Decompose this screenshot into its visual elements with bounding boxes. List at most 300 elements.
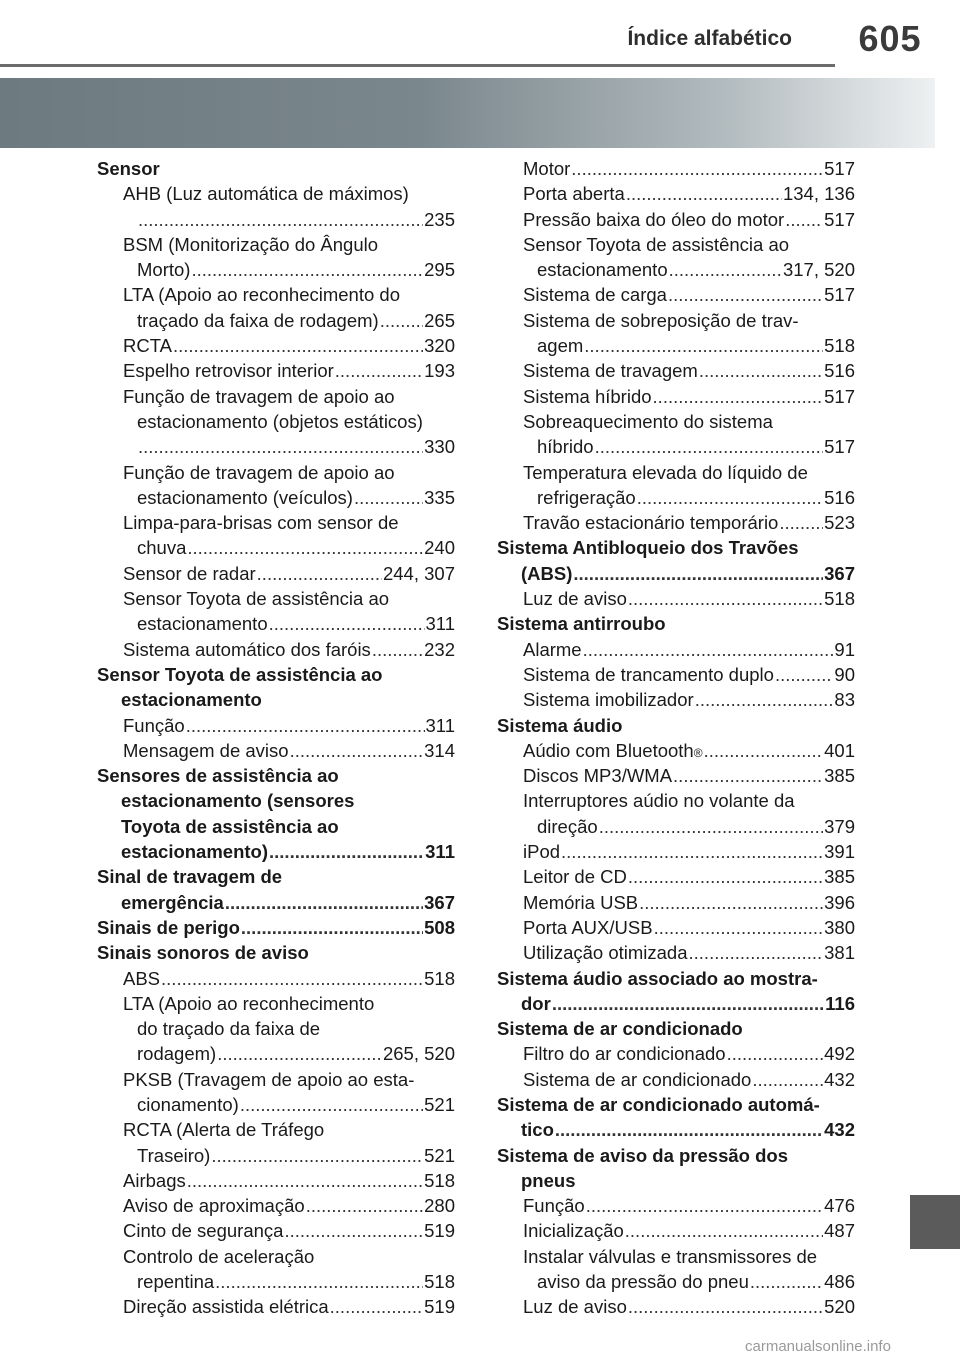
- entry-text: (ABS): [521, 562, 573, 584]
- leader-dots: [775, 662, 833, 687]
- index-entry-main: [497, 1117, 855, 1142]
- index-entry-sub: [97, 1092, 455, 1117]
- index-entry-sub: [497, 485, 855, 510]
- index-entry-main: [97, 156, 455, 181]
- entry-text: Sistema Antibloqueio dos Travões: [497, 537, 799, 559]
- entry-text: Sistema de carga: [523, 284, 667, 306]
- leader-dots: [380, 308, 423, 333]
- leader-dots: [653, 384, 824, 409]
- index-entry-main: [497, 1016, 855, 1041]
- leader-dots: [599, 814, 823, 839]
- watermark: carmanualsonline.info: [745, 1338, 891, 1355]
- leader-dots: [626, 181, 782, 206]
- entry-text: Sensores de assistência ao: [97, 765, 339, 787]
- page-reference: 432: [824, 1068, 855, 1090]
- page-reference: 487: [824, 1220, 855, 1242]
- entry-text: Aviso de aproximação: [123, 1195, 305, 1217]
- index-entry-sub: [497, 1294, 855, 1319]
- entry-text: Utilização otimizada: [523, 942, 688, 964]
- page-reference: 517: [824, 436, 855, 458]
- index-entry-main: [497, 1143, 855, 1168]
- page-reference: 311: [425, 714, 455, 736]
- index-entry-sub: [497, 1269, 855, 1294]
- page-reference: 486: [824, 1271, 855, 1293]
- entry-text: ABS: [123, 967, 161, 989]
- leader-dots: [555, 1117, 823, 1142]
- entry-text: Função de travagem de apoio ao: [123, 461, 395, 483]
- index-entry-sub: [497, 384, 855, 409]
- leader-dots: [669, 257, 782, 282]
- header-banner: [0, 78, 935, 148]
- index-entry-sub: [497, 409, 855, 434]
- index-entry-sub: [97, 586, 455, 611]
- index-entry-sub: [497, 839, 855, 864]
- page-reference: 280: [424, 1195, 455, 1217]
- leader-dots: [138, 434, 423, 459]
- page-reference: 240: [424, 537, 455, 559]
- leader-dots: [695, 687, 834, 712]
- page-reference: 517: [824, 208, 855, 230]
- leader-dots: [628, 1294, 823, 1319]
- index-entry-sub: [497, 460, 855, 485]
- leader-dots: [727, 1041, 824, 1066]
- index-entry-sub: [97, 1244, 455, 1269]
- page-reference: 311: [425, 613, 455, 635]
- index-entry-sub: [97, 738, 455, 763]
- index-entry-sub: [497, 687, 855, 712]
- page-reference: 381: [824, 942, 855, 964]
- index-entry-sub: [97, 1117, 455, 1142]
- index-entry-sub: [497, 232, 855, 257]
- leader-dots: [639, 890, 823, 915]
- entry-text: Leitor de CD: [523, 866, 627, 888]
- index-entry-sub: [97, 460, 455, 485]
- index-entry-main: [497, 966, 855, 991]
- entry-text: estacionamento (sensores: [121, 790, 355, 812]
- index-entry-sub: [497, 1218, 855, 1243]
- entry-text: Morto): [137, 259, 191, 281]
- index-entry-sub: [497, 1244, 855, 1269]
- entry-text: Instalar válvulas e transmissores de: [523, 1245, 818, 1267]
- page-reference: 265, 520: [382, 1043, 455, 1065]
- entry-text: Aúdio com Bluetooth: [523, 739, 694, 761]
- page-reference: 517: [824, 284, 855, 306]
- leader-dots: [779, 510, 823, 535]
- leader-dots: [290, 738, 424, 763]
- index-entry-sub: [97, 358, 455, 383]
- index-entry-sub: [97, 1218, 455, 1243]
- index-entry-main: [497, 1092, 855, 1117]
- index-entry-sub: [97, 282, 455, 307]
- leader-dots: [785, 207, 823, 232]
- index-entry-sub: [97, 409, 455, 434]
- leader-dots: [584, 333, 823, 358]
- entry-text: RCTA (Alerta de Tráfego: [123, 1119, 325, 1141]
- entry-text: Sensor Toyota de assistência ao: [523, 233, 790, 255]
- index-entry-sub: [97, 991, 455, 1016]
- leader-dots: [225, 890, 423, 915]
- leader-dots: [752, 1067, 823, 1092]
- entry-text: Sistema de aviso da pressão dos: [497, 1144, 788, 1166]
- index-entry-sub: [97, 434, 455, 459]
- index-entry-main: [497, 535, 855, 560]
- index-entry-sub: [97, 637, 455, 662]
- section-title: Índice alfabético: [627, 27, 792, 50]
- leader-dots: [161, 966, 423, 991]
- page-reference: 517: [824, 158, 855, 179]
- page-reference: 90: [834, 663, 855, 685]
- entry-text: Luz de aviso: [523, 1296, 627, 1318]
- index-entry-sub: [97, 485, 455, 510]
- page-reference: 235: [424, 208, 455, 230]
- leader-dots: [595, 434, 824, 459]
- page-reference: 317, 520: [782, 259, 855, 281]
- entry-text: Sistema de ar condicionado automá-: [497, 1093, 820, 1115]
- page-reference: 492: [824, 1043, 855, 1065]
- entry-text: Toyota de assistência ao: [121, 815, 339, 837]
- page-reference: 518: [424, 967, 455, 989]
- entry-text: Luz de aviso: [523, 588, 627, 610]
- entry-text: Sistema híbrido: [523, 385, 652, 407]
- page-reference: 518: [424, 1271, 455, 1293]
- index-entry-sub: [497, 890, 855, 915]
- entry-text: repentina: [137, 1271, 215, 1293]
- entry-text: Sensor Toyota de assistência ao: [97, 663, 383, 685]
- entry-text: Temperatura elevada do líquido de: [523, 461, 808, 483]
- leader-dots: [187, 535, 423, 560]
- page-reference: 367: [824, 562, 855, 584]
- page-reference: 517: [824, 385, 855, 407]
- index-entry-main: [97, 940, 455, 965]
- entry-text: Sistema de travagem: [523, 360, 698, 382]
- index-entry-sub: [497, 1193, 855, 1218]
- entry-text: pneus: [521, 1169, 576, 1191]
- page-reference: 379: [824, 815, 855, 837]
- index-entry-main: [97, 687, 455, 712]
- page-reference: 518: [824, 335, 855, 357]
- index-entry-sub: [497, 156, 855, 181]
- leader-dots: [306, 1193, 423, 1218]
- header-divider: [0, 64, 835, 67]
- page-reference: 335: [424, 486, 455, 508]
- entry-text: Porta aberta: [523, 183, 625, 205]
- page-reference: 385: [824, 866, 855, 888]
- leader-dots: [217, 1041, 382, 1066]
- page-reference: 391: [824, 841, 855, 863]
- index-entry-sub: [97, 713, 455, 738]
- entry-text: iPod: [523, 841, 561, 863]
- leader-dots: [191, 257, 423, 282]
- index-entry-sub: [497, 358, 855, 383]
- index-entry-sub: [497, 763, 855, 788]
- index-entry-sub: [497, 282, 855, 307]
- index-entry-sub: [97, 535, 455, 560]
- index-entry-sub: [97, 561, 455, 586]
- entry-text: estacionamento: [537, 259, 668, 281]
- index-column-left: [97, 156, 455, 1320]
- entry-text: Alarme: [523, 638, 582, 660]
- leader-dots: [330, 1294, 423, 1319]
- entry-text: Direção assistida elétrica: [123, 1296, 329, 1318]
- entry-text: Sobreaquecimento do sistema: [523, 410, 773, 432]
- index-entry-sub: [97, 1067, 455, 1092]
- entry-text: Travão estacionário temporário: [523, 512, 779, 534]
- index-entry-sub: [497, 788, 855, 813]
- index-entry-main: [97, 662, 455, 687]
- entry-text: AHB (Luz automática de máximos): [123, 183, 409, 205]
- page-reference: 134, 136: [782, 183, 855, 205]
- leader-dots: [750, 1269, 823, 1294]
- leader-dots: [571, 156, 823, 181]
- page-reference: 244, 307: [382, 562, 455, 584]
- page-reference: 367: [424, 891, 455, 913]
- index-entry-sub: [97, 1143, 455, 1168]
- entry-text: cionamento): [137, 1093, 239, 1115]
- leader-dots: [625, 1218, 823, 1243]
- entry-text: Controlo de aceleração: [123, 1245, 315, 1267]
- page-reference: 232: [424, 638, 455, 660]
- index-entry-main: [497, 561, 855, 586]
- entry-text: RCTA: [123, 335, 172, 357]
- entry-text: Memória USB: [523, 891, 639, 913]
- entry-text: direção: [537, 815, 598, 837]
- index-entry-sub: [497, 181, 855, 206]
- page-reference: 508: [424, 916, 455, 938]
- page-reference: 83: [834, 689, 855, 711]
- entry-text: estacionamento (veículos): [137, 486, 353, 508]
- entry-text: estacionamento): [121, 841, 269, 863]
- page-reference: 396: [824, 891, 855, 913]
- index-entry-main: [97, 839, 455, 864]
- page-reference: 116: [825, 992, 855, 1014]
- page-number: 605: [858, 18, 922, 59]
- entry-text: Sistema áudio: [497, 714, 623, 736]
- entry-text: traçado da faixa de rodagem): [137, 309, 379, 331]
- entry-text: Filtro do ar condicionado: [523, 1043, 726, 1065]
- leader-dots: [689, 940, 824, 965]
- leader-dots: [372, 637, 423, 662]
- leader-dots: [628, 864, 823, 889]
- leader-dots: [673, 763, 823, 788]
- leader-dots: [573, 561, 823, 586]
- entry-text: LTA (Apoio ao reconhecimento do: [123, 284, 400, 306]
- index-entry-main: [97, 788, 455, 813]
- entry-text: Sinais de perigo: [97, 916, 240, 938]
- index-entry-main: [97, 864, 455, 889]
- leader-dots: [704, 738, 824, 763]
- entry-text: Sistema áudio associado ao mostra-: [497, 967, 818, 989]
- page-reference: 520: [824, 1296, 855, 1318]
- leader-dots: [257, 561, 382, 586]
- entry-text: estacionamento: [137, 613, 268, 635]
- page-reference: 519: [424, 1296, 455, 1318]
- entry-text: agem: [537, 335, 584, 357]
- entry-text: tico: [521, 1119, 554, 1141]
- leader-dots: [668, 282, 823, 307]
- index-entry-sub: [97, 333, 455, 358]
- page-reference: 476: [824, 1195, 855, 1217]
- page-reference: 516: [824, 360, 855, 382]
- entry-text: Sistema de ar condicionado: [497, 1018, 743, 1040]
- index-entry-sub: [97, 1168, 455, 1193]
- page-reference: 311: [425, 841, 455, 863]
- index-entry-main: [97, 763, 455, 788]
- index-entry-main: [97, 915, 455, 940]
- index-entry-sub: [97, 1269, 455, 1294]
- leader-dots: [215, 1269, 423, 1294]
- leader-dots: [269, 839, 424, 864]
- entry-text: emergência: [121, 891, 224, 913]
- entry-text: Airbags: [123, 1169, 186, 1191]
- leader-dots: [637, 485, 823, 510]
- index-entry-sub: [97, 257, 455, 282]
- entry-text: Sistema de sobreposição de trav-: [523, 309, 799, 331]
- leader-dots: [173, 333, 423, 358]
- entry-text: Função: [523, 1195, 585, 1217]
- leader-dots: [654, 915, 824, 940]
- leader-dots: [699, 358, 823, 383]
- page-reference: 519: [424, 1220, 455, 1242]
- index-entry-sub: [497, 1067, 855, 1092]
- entry-text: Sistema de trancamento duplo: [523, 663, 774, 685]
- index-entry-main: [97, 890, 455, 915]
- leader-dots: [211, 1143, 423, 1168]
- entry-text: aviso da pressão do pneu: [537, 1271, 749, 1293]
- entry-text: Limpa-para-brisas com sensor de: [123, 512, 399, 534]
- leader-dots: [269, 611, 425, 636]
- index-entry-sub: [97, 966, 455, 991]
- leader-dots: [241, 915, 423, 940]
- index-entry-sub: Aúdio com Bluetooth ® ..... 401: [497, 738, 855, 763]
- page-reference: 193: [424, 360, 455, 382]
- entry-text: Sistema imobilizador: [523, 689, 694, 711]
- entry-text: Mensagem de aviso: [123, 739, 289, 761]
- index-entry-sub: [497, 586, 855, 611]
- entry-text: Cinto de segurança: [123, 1220, 284, 1242]
- page-reference: 380: [824, 916, 855, 938]
- leader-dots: [284, 1218, 423, 1243]
- page-reference: 518: [824, 588, 855, 610]
- leader-dots: [628, 586, 823, 611]
- entry-text: Sinais sonoros de aviso: [97, 942, 309, 964]
- entry-text: Sensor: [97, 158, 160, 179]
- entry-text: rodagem): [137, 1043, 217, 1065]
- entry-text: Pressão baixa do óleo do motor: [523, 208, 785, 230]
- entry-text: Interruptores aúdio no volante da: [523, 790, 795, 812]
- index-entry-sub: [497, 915, 855, 940]
- entry-text: Discos MP3/WMA: [523, 765, 673, 787]
- entry-text: Traseiro): [137, 1144, 211, 1166]
- index-entry-sub: [97, 308, 455, 333]
- index-entry-sub: [97, 232, 455, 257]
- leader-dots: [187, 1168, 423, 1193]
- entry-text: Inicialização: [523, 1220, 624, 1242]
- leader-dots: [354, 485, 423, 510]
- index-entry-sub: [97, 1294, 455, 1319]
- entry-text: LTA (Apoio ao reconhecimento: [123, 992, 375, 1014]
- leader-dots: [240, 1092, 423, 1117]
- entry-text: PKSB (Travagem de apoio ao esta-: [123, 1068, 415, 1090]
- index-entry-sub: [97, 207, 455, 232]
- entry-text: híbrido: [537, 436, 594, 458]
- page-reference: 521: [424, 1144, 455, 1166]
- index-entry-main: [497, 611, 855, 636]
- entry-text: Sistema automático dos faróis: [123, 638, 371, 660]
- index-entry-sub: [97, 1193, 455, 1218]
- index-entry-sub: [497, 510, 855, 535]
- index-entry-sub: [497, 864, 855, 889]
- index-entry-sub: [97, 1016, 455, 1041]
- index-entry-sub: [497, 434, 855, 459]
- index-entry-sub: [497, 940, 855, 965]
- index-entry-sub: [97, 181, 455, 206]
- entry-text: estacionamento (objetos estáticos): [137, 410, 423, 432]
- entry-text: Sensor Toyota de assistência ao: [123, 588, 390, 610]
- page-reference: 91: [834, 638, 855, 660]
- page-reference: 330: [424, 436, 455, 458]
- entry-text: Espelho retrovisor interior: [123, 360, 334, 382]
- leader-dots: [561, 839, 823, 864]
- leader-dots: [138, 207, 423, 232]
- page-reference: 295: [424, 259, 455, 281]
- leader-dots: [335, 358, 423, 383]
- index-entry-sub: [97, 1041, 455, 1066]
- index-entry-sub: [497, 308, 855, 333]
- index-entry-main: [97, 814, 455, 839]
- index-entry-sub: [97, 611, 455, 636]
- index-entry-sub: [497, 637, 855, 662]
- page-reference: 385: [824, 765, 855, 787]
- entry-text: refrigeração: [537, 486, 636, 508]
- page-reference: 516: [824, 486, 855, 508]
- entry-text: Sistema de ar condicionado: [523, 1068, 752, 1090]
- chapter-side-tab: [910, 1195, 960, 1249]
- entry-text: Sistema antirroubo: [497, 613, 666, 635]
- page-reference: 432: [824, 1119, 855, 1141]
- page-reference: 401: [824, 739, 855, 761]
- index-column-right: [497, 156, 855, 1320]
- page-reference: 518: [424, 1169, 455, 1191]
- entry-text: dor: [521, 992, 551, 1014]
- entry-text: Função: [123, 714, 185, 736]
- leader-dots: [583, 637, 834, 662]
- index-entry-sub: [497, 814, 855, 839]
- entry-text: chuva: [137, 537, 187, 559]
- page-reference: 320: [424, 335, 455, 357]
- page-reference: 521: [424, 1093, 455, 1115]
- entry-text: Motor: [523, 158, 571, 179]
- index-entry-sub: [497, 207, 855, 232]
- index-entry-main: [497, 991, 855, 1016]
- leader-dots: [552, 991, 824, 1016]
- page-reference: 265: [424, 309, 455, 331]
- index-entry-main: [497, 713, 855, 738]
- page-reference: 314: [424, 739, 455, 761]
- leader-dots: [586, 1193, 823, 1218]
- entry-text: Porta AUX/USB: [523, 916, 653, 938]
- index-entry-sub: [497, 333, 855, 358]
- index-entry-sub: [97, 384, 455, 409]
- entry-text: Função de travagem de apoio ao: [123, 385, 395, 407]
- entry-text: Sensor de radar: [123, 562, 256, 584]
- entry-text: Sinal de travagem de: [97, 866, 283, 888]
- index-entry-sub: [497, 662, 855, 687]
- index-entry-sub: [97, 510, 455, 535]
- entry-text: BSM (Monitorização do Ângulo: [123, 233, 379, 255]
- index-entry-main: [497, 1168, 855, 1193]
- leader-dots: [186, 713, 425, 738]
- index-entry-sub: [497, 257, 855, 282]
